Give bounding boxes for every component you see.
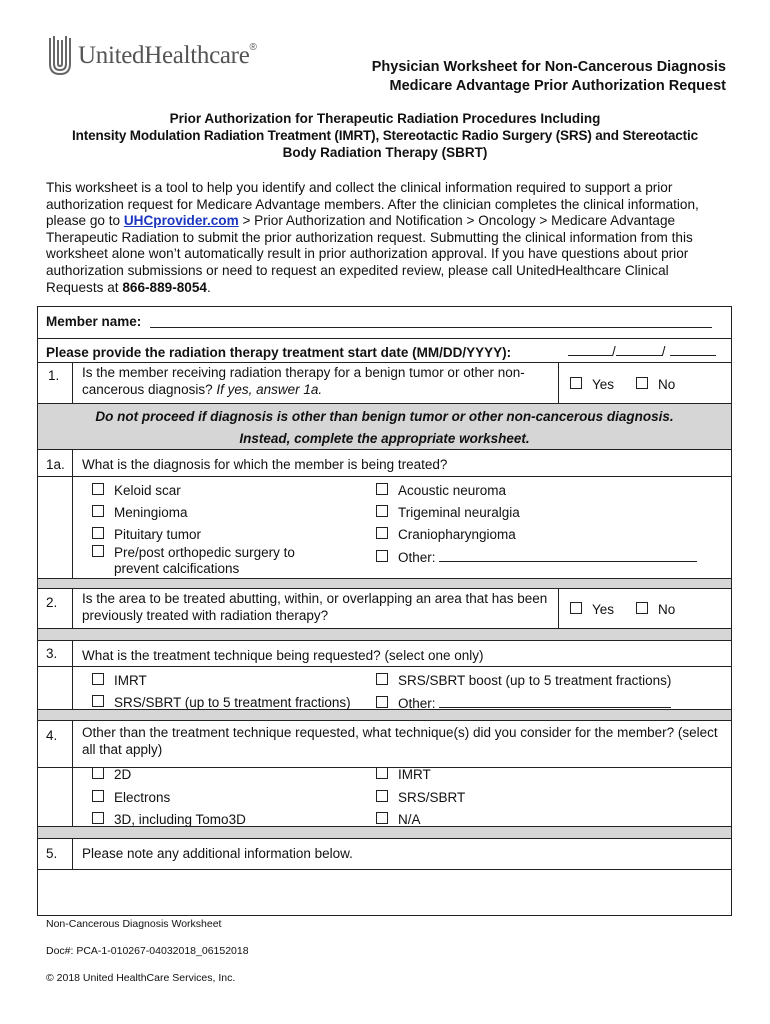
checkbox[interactable] (92, 695, 104, 707)
footer-doc-number: Doc#: PCA-1-010267-04032018_06152018 (46, 945, 249, 957)
q5-question: Please note any additional information below. (82, 846, 353, 861)
q4-number: 4. (46, 728, 58, 743)
option-craniopharyngioma[interactable]: Craniopharyngioma (376, 527, 516, 543)
q5-number: 5. (46, 846, 58, 861)
option-meningioma[interactable]: Meningioma (92, 505, 188, 521)
option-keloid-scar[interactable]: Keloid scar (92, 483, 181, 499)
footer-worksheet-name: Non-Cancerous Diagnosis Worksheet (46, 918, 222, 930)
start-date-day[interactable] (616, 343, 662, 356)
q1-yes-option[interactable]: Yes (570, 377, 614, 393)
subtitle-line-1: Prior Authorization for Therapeutic Radiation Procedures Including (169, 111, 601, 126)
q2-no-option[interactable]: No (636, 602, 675, 618)
uhc-logo-mark-icon (48, 34, 72, 78)
q2-number: 2. (46, 595, 58, 610)
start-date-label: Please provide the radiation therapy treatment start date (MM/DD/YYYY): (46, 345, 512, 360)
option-other-technique[interactable]: Other: (376, 695, 671, 712)
checkbox[interactable] (92, 483, 104, 495)
date-separator-1: / (612, 344, 616, 359)
member-name-field[interactable] (150, 313, 712, 328)
q1-hint: If yes, answer 1a. (216, 381, 323, 397)
option-trigeminal-neuralgia[interactable]: Trigeminal neuralgia (376, 505, 520, 521)
checkbox[interactable] (376, 483, 388, 495)
option-srs-sbrt-considered[interactable]: SRS/SBRT (376, 790, 465, 806)
subtitle-line-2: Intensity Modulation Radiation Treatment (IMRT), Stereotactic Radio Surgery (SRS) and Stereotactic (72, 128, 698, 143)
checkbox[interactable] (92, 673, 104, 685)
option-2d[interactable]: 2D (92, 767, 131, 783)
intro-end: . (206, 279, 211, 295)
worksheet-form (37, 306, 732, 916)
option-orthopedic-surgery[interactable]: Pre/post orthopedic surgery to (92, 545, 295, 561)
checkbox[interactable] (376, 696, 388, 708)
start-date-month[interactable] (568, 343, 612, 356)
unitedhealthcare-logo (48, 34, 257, 78)
checkbox[interactable] (92, 545, 104, 557)
q3-number: 3. (46, 646, 58, 661)
other-technique-field[interactable] (439, 695, 671, 708)
date-separator-2: / (661, 344, 666, 359)
checkbox[interactable] (92, 790, 104, 802)
member-name-label: Member name: (46, 314, 142, 329)
checkbox[interactable] (376, 505, 388, 517)
q1a-number: 1a. (46, 457, 65, 472)
q4-question: Other than the treatment technique requested, what technique(s) did you consider for the member? (select all that apply) (82, 725, 718, 757)
option-pituitary-tumor[interactable]: Pituitary tumor (92, 527, 201, 543)
other-diagnosis-field[interactable] (439, 549, 697, 562)
option-srs-sbrt[interactable]: SRS/SBRT (up to 5 treatment fractions) (92, 695, 351, 711)
q2-no-checkbox[interactable] (636, 602, 648, 614)
q1-no-checkbox[interactable] (636, 377, 648, 389)
option-3d-tomo3d[interactable]: 3D, including Tomo3D (92, 812, 246, 828)
checkbox[interactable] (376, 790, 388, 802)
option-srs-sbrt-boost[interactable]: SRS/SBRT boost (up to 5 treatment fractions) (376, 673, 671, 689)
checkbox[interactable] (92, 505, 104, 517)
logo-text: UnitedHealthcare (78, 42, 250, 69)
q1-number: 1. (48, 368, 60, 383)
warning-line-1: Do not proceed if diagnosis is other than benign tumor or other non-cancerous diagnosis. (95, 409, 674, 424)
start-date-year[interactable] (670, 343, 716, 356)
option-na[interactable]: N/A (376, 812, 421, 828)
checkbox[interactable] (92, 527, 104, 539)
separator-band-1 (38, 578, 731, 588)
additional-info-field[interactable] (38, 870, 731, 915)
clinical-requests-phone: 866-889-8054 (122, 279, 207, 295)
checkbox[interactable] (376, 550, 388, 562)
q2-yes-option[interactable]: Yes (570, 602, 614, 618)
q2-yes-checkbox[interactable] (570, 602, 582, 614)
option-electrons[interactable]: Electrons (92, 790, 170, 806)
warning-line-2: Instead, complete the appropriate worksheet. (239, 431, 530, 446)
checkbox[interactable] (376, 812, 388, 824)
intro-paragraph (46, 180, 726, 296)
checkbox[interactable] (376, 527, 388, 539)
title-line-1: Physician Worksheet for Non-Cancerous Diagnosis (371, 59, 726, 75)
q1-no-option[interactable]: No (636, 377, 675, 393)
start-date-field[interactable] (568, 343, 716, 361)
checkbox[interactable] (92, 767, 104, 779)
option-orthopedic-surgery-line-2: prevent calcifications (114, 561, 240, 576)
q3-question: What is the treatment technique being requested? (select one only) (82, 648, 484, 663)
q1-question (82, 365, 547, 398)
intro-text-1: This worksheet is a tool to help you identify and collect the clinical information required to support a prior authorization request for Medicare Advantage members. After the clinician completes the clinical information, please go to (46, 180, 699, 229)
title-line-2: Medicare Advantage Prior Authorization Request (389, 78, 726, 94)
separator-band-2 (38, 628, 731, 640)
option-acoustic-neuroma[interactable]: Acoustic neuroma (376, 483, 506, 499)
checkbox[interactable] (376, 767, 388, 779)
footer-copyright: © 2018 United HealthCare Services, Inc. (46, 972, 236, 984)
q1-text: Is the member receiving radiation therapy for a benign tumor or other non-cancerous diagnosis? (82, 365, 525, 397)
procedure-subtitle (30, 110, 740, 161)
logo-registered-mark: ® (249, 41, 257, 53)
option-other-diagnosis[interactable]: Other: (376, 549, 697, 566)
option-imrt-considered[interactable]: IMRT (376, 767, 431, 783)
intro-text-2: > Prior Authorization and Notification > Oncology > Medicare Advantage Therapeutic Radiation to submit the prior authorization request. Submutting the clinical information from this worksheet alone won’t automatically result in prior authorization approval. If you have questions about prior authorization submissions or need to request an expedited review, please call UnitedHealthcare Clinical Requests at (46, 213, 693, 295)
checkbox[interactable] (376, 673, 388, 685)
checkbox[interactable] (92, 812, 104, 824)
q1a-question: What is the diagnosis for which the member is being treated? (82, 457, 448, 472)
subtitle-line-3: Body Radiation Therapy (SBRT) (282, 145, 488, 160)
uhcprovider-link[interactable]: UHCprovider.com (123, 213, 239, 229)
worksheet-title (372, 58, 726, 96)
q1-yes-checkbox[interactable] (570, 377, 582, 389)
q2-question: Is the area to be treated abutting, within, or overlapping an area that has been previously treated with radiation therapy? (82, 591, 548, 623)
option-imrt[interactable]: IMRT (92, 673, 147, 689)
